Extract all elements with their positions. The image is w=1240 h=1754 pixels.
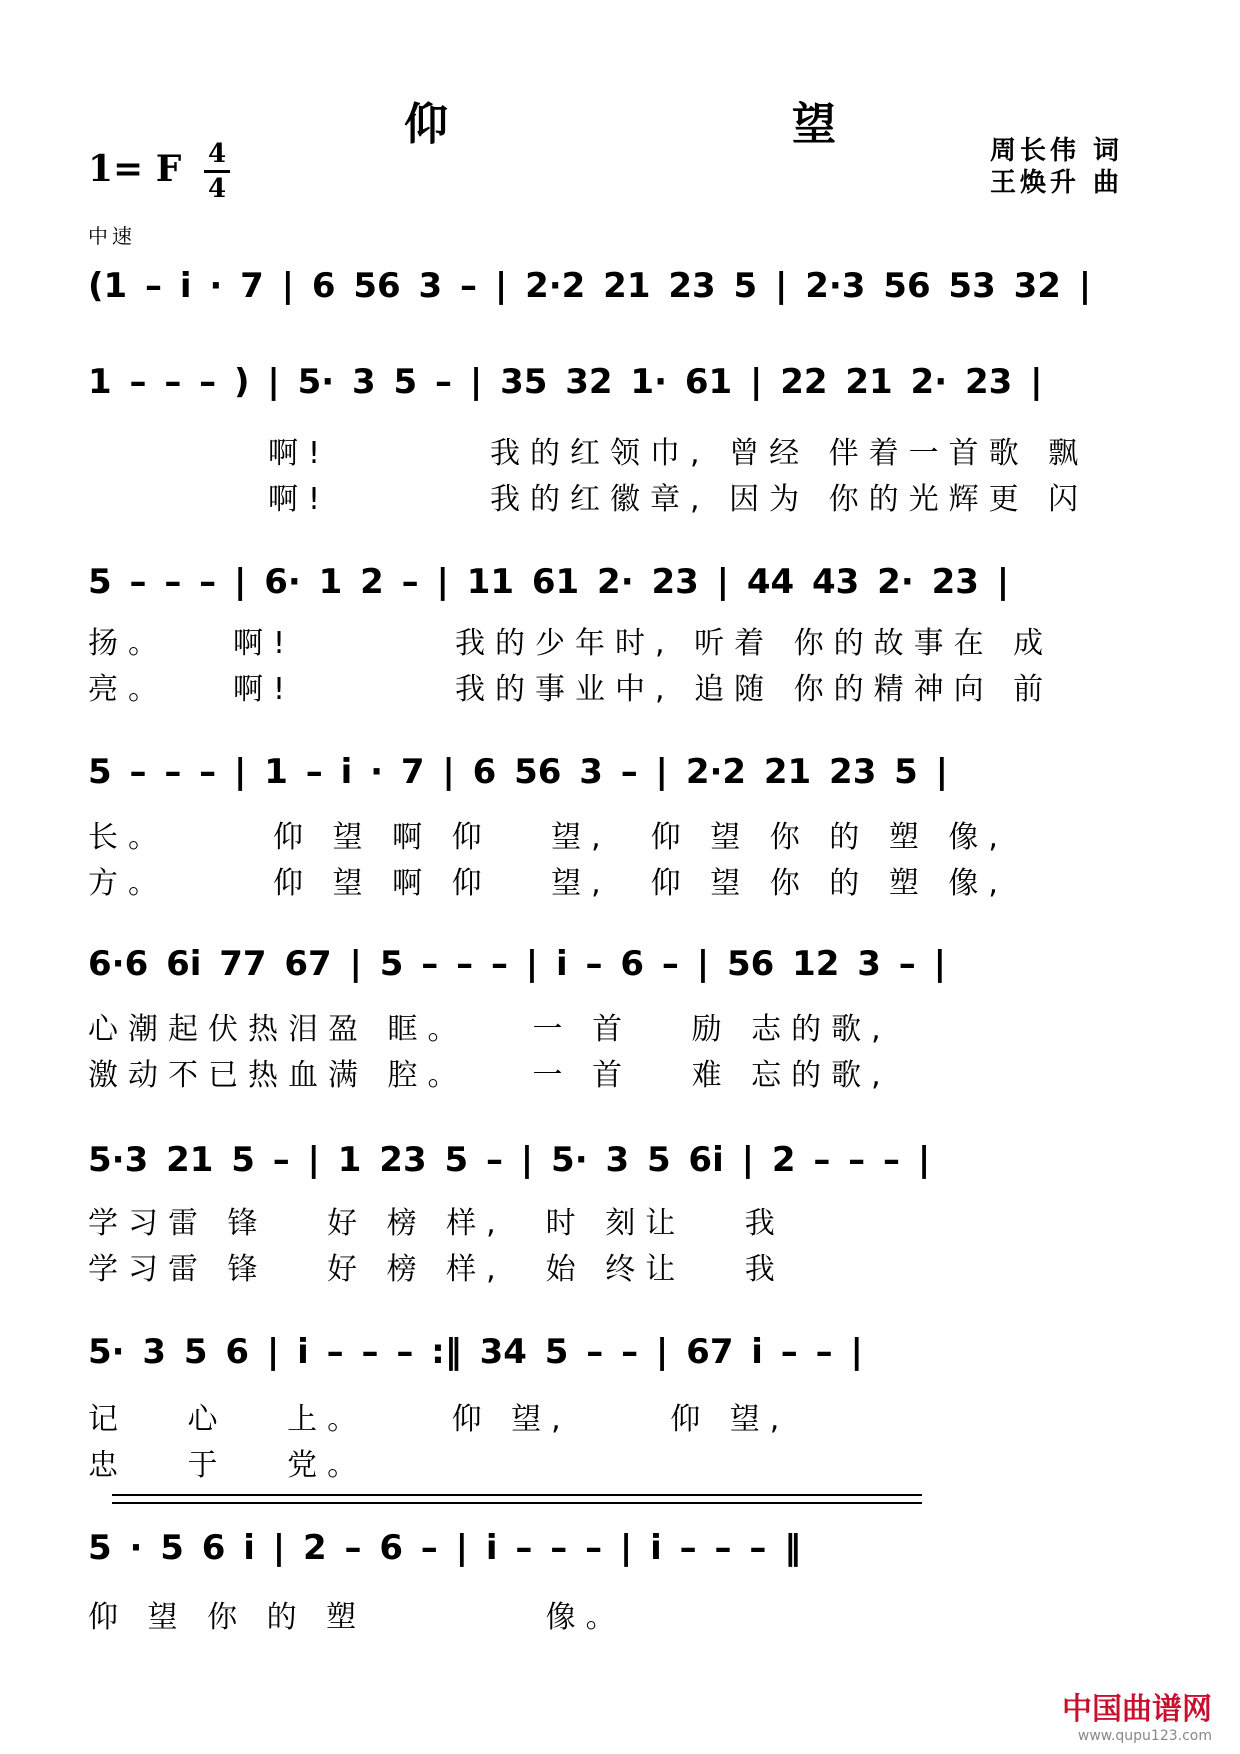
system-7-lyrics-verse-1: 记 心 上。 仰 望, 仰 望, <box>88 1402 790 1437</box>
system-3-notes: 5 – – – | 6· 1 2 – | 11 61 2· 23 | 44 43 2· 23 | <box>88 562 1010 602</box>
system-2-lyrics-verse-1: 啊! 我的红领巾, 曾经 伴着一首歌 飘 <box>268 436 1089 471</box>
system-5-notes: 6·6 6i 77 67 | 5 – – – | i – 6 – | 56 12 3 – | <box>88 944 946 984</box>
system-2-lyrics-verse-2: 啊! 我的红徽章, 因为 你的光辉更 闪 <box>268 482 1089 517</box>
system-4-lyrics-verse-1: 长。 仰 望 啊 仰 望, 仰 望 你 的 塑 像, <box>88 820 1008 855</box>
system-3-lyrics-verse-2: 亮。 啊! 我的事业中, 追随 你的精神向 前 <box>88 672 1054 707</box>
time-signature <box>204 140 230 203</box>
system-2-notes: 1 – – – ) | 5· 3 5 – | 35 32 1· 61 | 22 21 2· 23 | <box>88 362 1043 402</box>
system-6-lyrics-verse-2: 学习雷 锋 好 榜 样, 始 终让 我 <box>88 1252 785 1287</box>
time-signature-top: 4 <box>207 139 227 169</box>
page-title: 仰 望 <box>404 99 986 150</box>
system-7-lyrics-verse-2: 忠 于 党。 <box>88 1448 368 1483</box>
lyricist-credit: 周长伟 词 <box>990 136 1124 166</box>
system-5-lyrics-verse-2: 激动不已热血满 腔。 一 首 难 忘的歌, <box>88 1058 891 1093</box>
system-5-lyrics-verse-1: 心潮起伏热泪盈 眶。 一 首 励 志的歌, <box>88 1012 891 1047</box>
key-signature: 1= F <box>88 148 182 190</box>
system-8-lyrics: 仰 望 你 的 塑 像。 <box>88 1600 626 1635</box>
system-7-notes: 5· 3 5 6 | i – – – :‖ 34 5 – – | 67 i – – | <box>88 1332 863 1372</box>
system-8-notes: 5 · 5 6 i | 2 – 6 – | i – – – | i – – – ‖ <box>88 1528 802 1568</box>
system-4-lyrics-verse-2: 方。 仰 望 啊 仰 望, 仰 望 你 的 塑 像, <box>88 866 1008 901</box>
watermark <box>1062 1684 1212 1744</box>
system-3-lyrics-verse-1: 扬。 啊! 我的少年时, 听着 你的故事在 成 <box>88 626 1054 661</box>
composer-credit: 王焕升 曲 <box>990 168 1124 198</box>
system-4-notes: 5 – – – | 1 – i · 7 | 6 56 3 – | 2·2 21 23 5 | <box>88 752 949 792</box>
system-6-notes: 5·3 21 5 – | 1 23 5 – | 5· 3 5 6i | 2 – – – | <box>88 1140 931 1180</box>
time-signature-bottom: 4 <box>207 174 227 204</box>
system-1-notes: (1 – i · 7 | 6 56 3 – | 2·2 21 23 5 | 2·3 56 53 32 | <box>88 266 1092 306</box>
system-6-lyrics-verse-1: 学习雷 锋 好 榜 样, 时 刻让 我 <box>88 1206 785 1241</box>
tempo-marking: 中速 <box>88 224 136 248</box>
coda-line-bottom <box>112 1502 922 1504</box>
watermark-url: www.qupu123.com <box>1077 1728 1212 1744</box>
watermark-brand: 中国曲谱网 <box>1062 1692 1212 1727</box>
coda-line-top <box>112 1494 922 1496</box>
